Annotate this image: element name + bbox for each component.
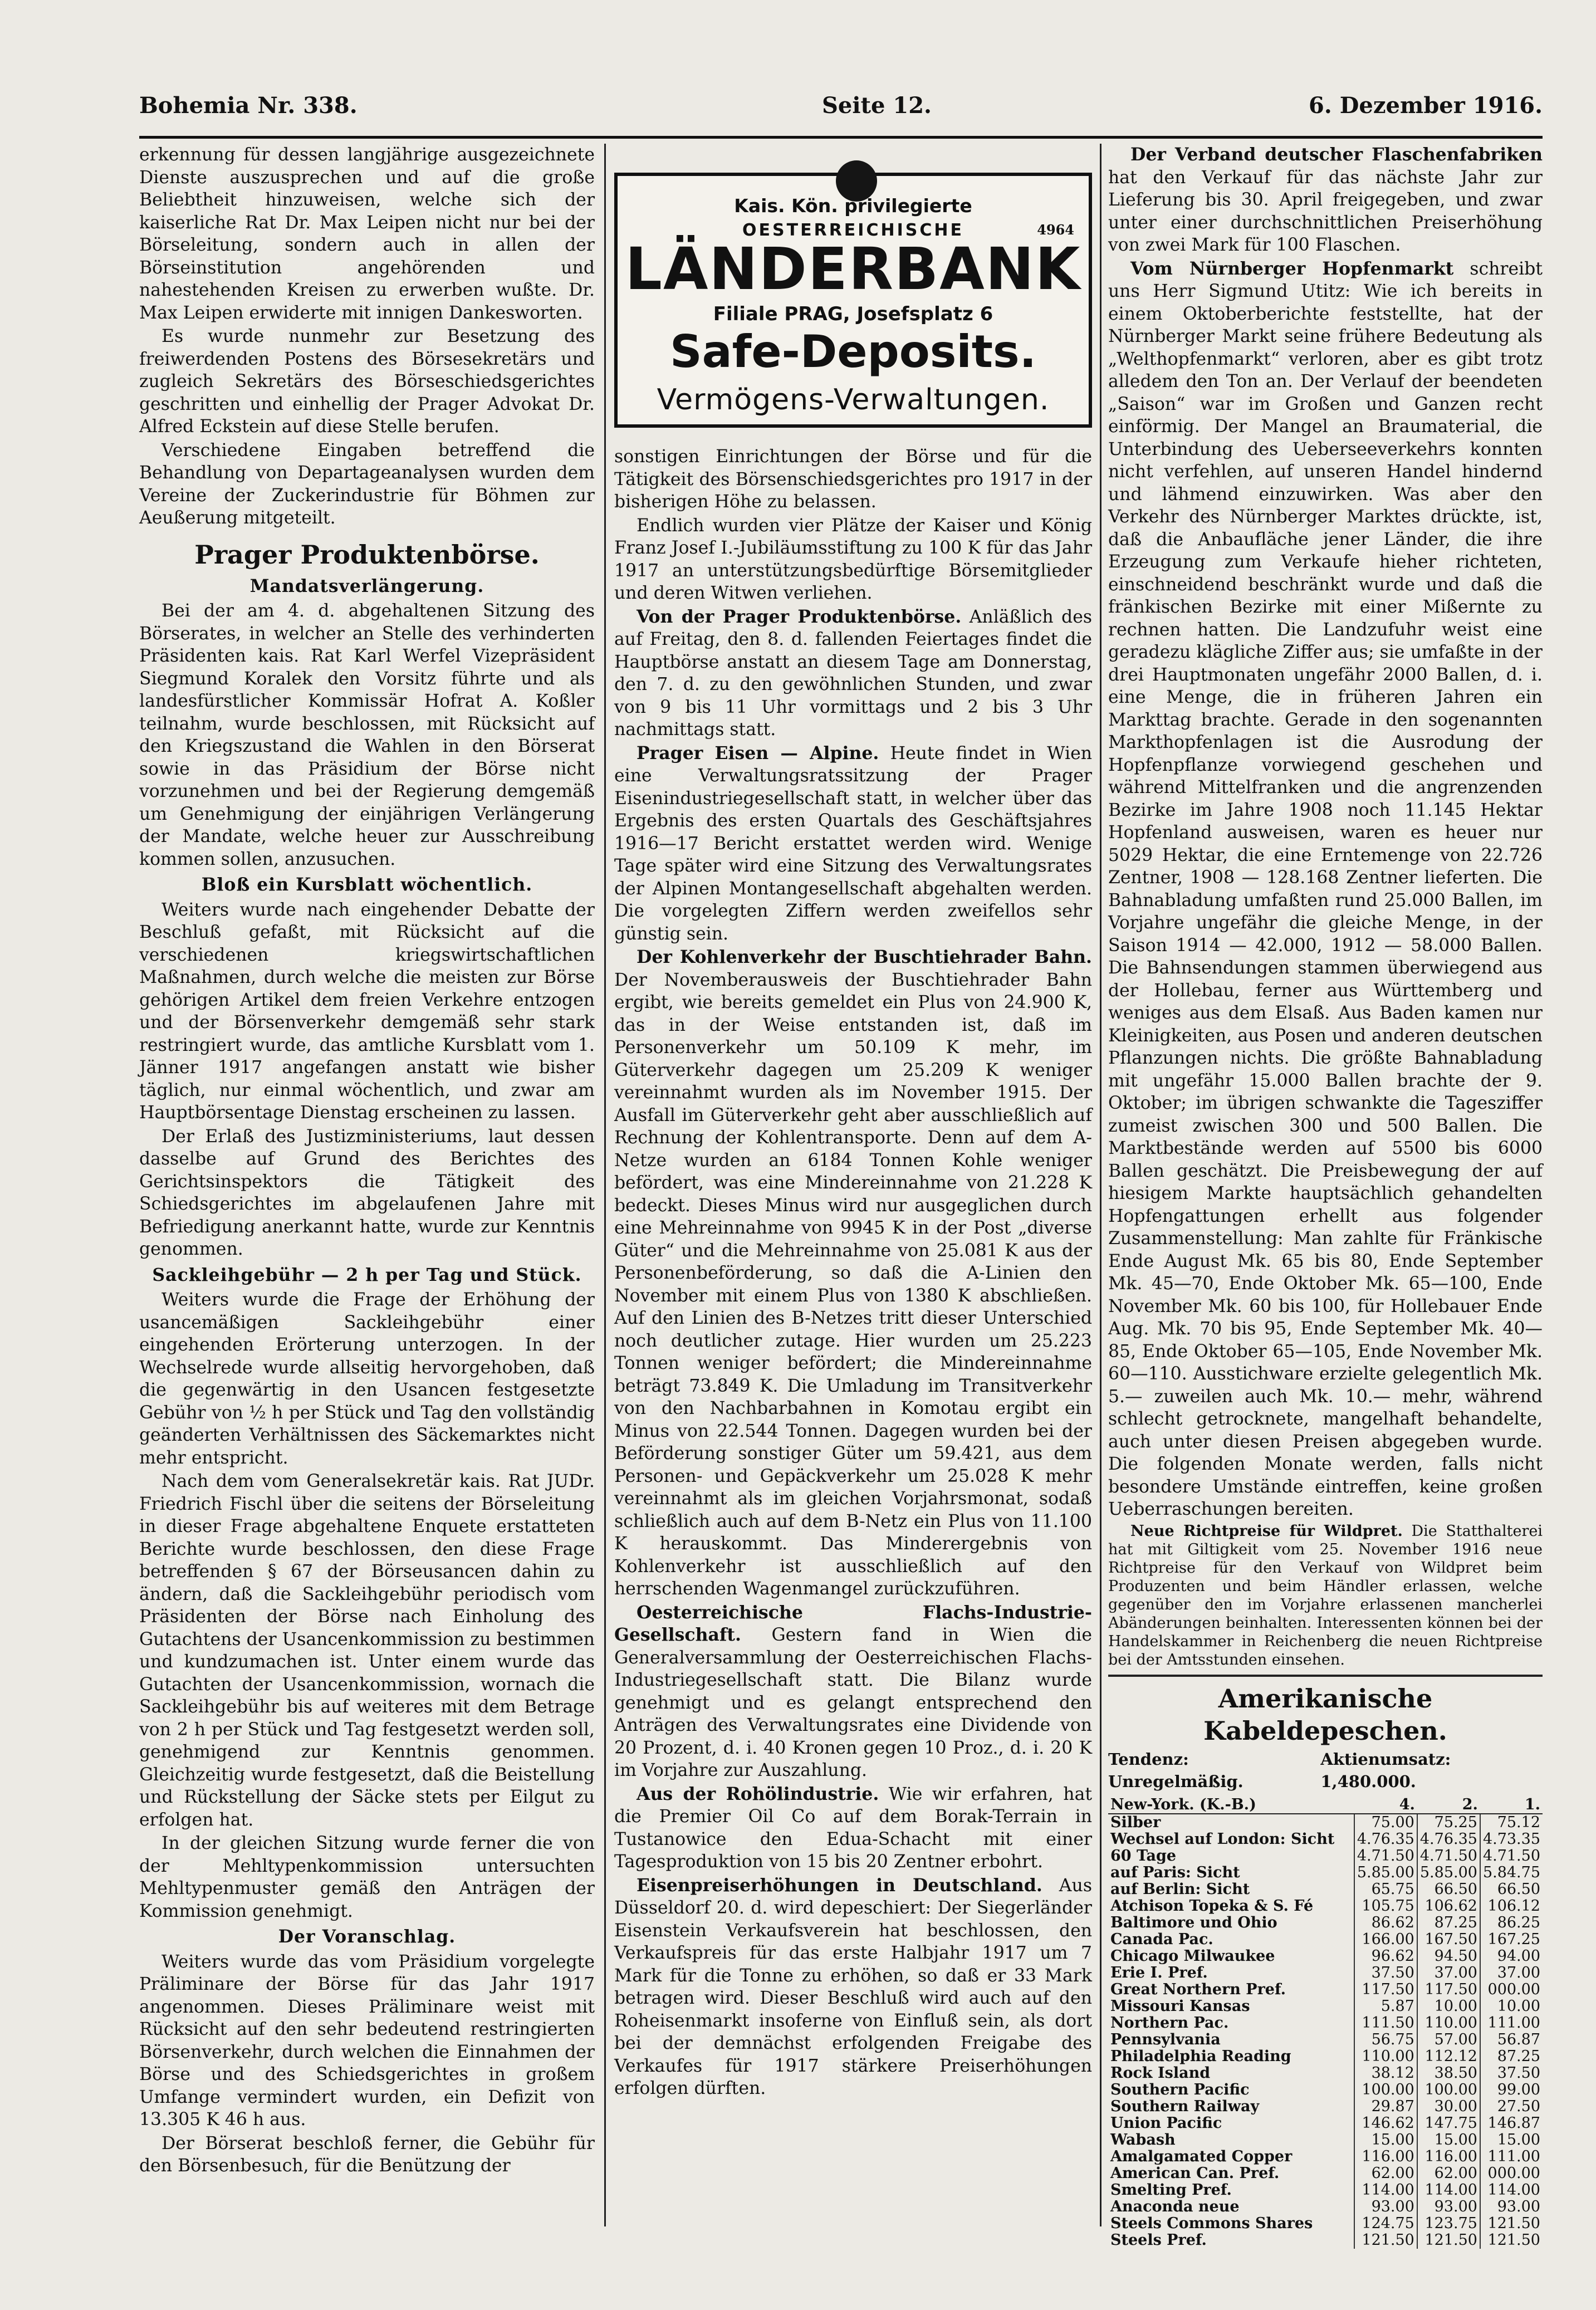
- quote-value: 110.00: [1417, 2015, 1480, 2032]
- quote-value: 111.50: [1354, 2015, 1417, 2032]
- quote-value: 146.62: [1354, 2115, 1417, 2132]
- quote-value: 111.00: [1480, 2015, 1543, 2032]
- quote-value: 15.00: [1417, 2132, 1480, 2149]
- ad-bank-name: LÄNDERBANK: [625, 235, 1081, 303]
- col3-paragraph: schreibt uns Herr Sigmund Utitz: Wie ich bereits in einem Oktoberberichte feststellte, hat der Nürnberger Markt seine frühere Bedeutung als „Welthopfenmarkt“ verloren, aber es gibt trotz alledem den Ton an. Der Verlauf der beendeten „Saison“ war im Großen und Ganzen recht einförmig. Der Mangel an Braumaterial, die Unterbindung des Ueberseeverkehrs konnten nicht verfehlen, auf unseren Handel hindernd und lähmend einzuwirken. Was aber den Verkehr des Nürnberger Marktes drückte, ist, daß die Anbaufläche jener Länder, die ihre Erzeugung zum Verkaufe hieher richteten, einschneidend beschränkt wurde und daß die fränkischen Bezirke mit einer Mißernte zu rechnen hatten. Die Landzufuhr weist eine geradezu klägliche Ziffer aus; sie umfaßte in der drei Hauptmonaten ungefähr 2000 Ballen, d. i. eine Menge, die in früheren Jahren ein Markttag brachte. Gerade in den sogenannten Markthopfenlagen ist die Ausrodung der Hopfenpflanze vorwiegend geschehen und während Mittelfranken und die angrenzenden Bezirke im Jahre 1908 noch 11.145 Hektar Hopfenland ausweisen, waren es heuer nur 5029 Hektar, die eine Erntemenge von 22.726 Zentner, 1908 — 128.168 Zentner lieferten. Die Bahnabladung umfaßten rund 25.000 Ballen, im Vorjahre ungefähr die gleiche Menge, in der Saison 1914 — 42.000, 1912 — 58.000 Ballen. Die Bahnsendungen stammen überwiegend aus der Hollebau, ferner aus Württemberg und weniges aus dem Elsaß. Aus Baden kamen nur Kleinigkeiten, aus Posen und anderen deutschen Pflanzungen nichts. Die größte Bahnabladung mit ungefähr 15.000 Ballen brachte der 9. Oktober; im übrigen schwankte die Tagesziffer zumeist zwischen 300 und 500 Ballen. Die Marktbestände werden auf 5500 bis 6000 Ballen geschätzt. Die Preisbewegung der auf hiesigem Markte hauptsächlich gehandelten Hopfengattungen erhellt aus folgender Zusammenstellung: Man zahlte für Fränkische Ende August Mk. 65 bis 80, Ende September Mk. 45—70, Ende Oktober Mk. 65—100, Ende November Mk. 60 bis 100, für Hollebauer Ende Aug. Mk. 70 bis 95, Ende September Mk. 40—85, Ende Oktober 65—105, Ende November Mk. 60—110. Ausstichware erzielte gelegentlich Mk. 5.— zuweilen auch Mk. 10.— mehr, während schlecht getrocknete, mangelhaft behandelte, auch unter diesen Preisen abgegeben wurde. Die folgenden Monate werden, falls nicht besondere Umstände eintreffen, keine großen Ueberraschungen bereiten.: [1108, 258, 1543, 1519]
- quote-value: 5.85.00: [1354, 1864, 1417, 1881]
- quote-value: 37.50: [1480, 2065, 1543, 2082]
- quote-value: 4.71.50: [1417, 1848, 1480, 1864]
- col3-paragraph: hat den Verkauf für das nächste Jahr zur Lieferung bis 30. April freigegeben, und zwar unter einer durchschnittlichen Preiserhöhung von zwei Mark für 100 Flaschen.: [1108, 167, 1543, 255]
- quote-value: 121.50: [1417, 2232, 1480, 2249]
- market-tendency-line: [1108, 1748, 1543, 1793]
- column-1: [139, 144, 595, 2226]
- share-turnover-label: Aktienumsatz: 1,480.000.: [1320, 1749, 1451, 1791]
- quote-value: 87.25: [1417, 1915, 1480, 1931]
- subheading-mandatsverlaengerung: Mandatsverlängerung.: [249, 575, 484, 596]
- table-header-cell: New-York. (K.-B.): [1108, 1797, 1354, 1814]
- tendency-label: Tendenz: Unregelmäßig.: [1108, 1749, 1243, 1791]
- table-row: [1108, 2032, 1543, 2048]
- security-name: Southern Pacific: [1110, 2081, 1250, 2098]
- security-name: Atchison Topeka & S. Fé: [1110, 1897, 1314, 1915]
- table-row: [1108, 1848, 1543, 1864]
- quote-value: 96.62: [1354, 1948, 1417, 1965]
- quote-value: 105.75: [1354, 1898, 1417, 1915]
- ad-privilege-line: Kais. Kön. privilegierte: [734, 195, 972, 217]
- quote-value: 100.00: [1354, 2082, 1417, 2098]
- quote-value: 4.73.35: [1480, 1831, 1543, 1848]
- quote-value: 75.00: [1354, 1814, 1417, 1831]
- table-row: [1108, 1831, 1543, 1848]
- section-rule: [1108, 1675, 1543, 1677]
- quote-value: 146.87: [1480, 2115, 1543, 2132]
- stock-quotes-table: [1108, 1797, 1543, 2249]
- security-name: Missouri Kansas: [1110, 1997, 1250, 2015]
- table-row: [1108, 1915, 1543, 1931]
- table-row: [1108, 2082, 1543, 2098]
- col2-paragraph: Heute findet in Wien eine Verwaltungsratssitzung der Prager Eisenindustriegesellschaft statt, in welcher über das Ergebnis des ersten Quartals des Geschäftsjahres 1916—17 Bericht erstattet werden wird. Wenige Tage später wird eine Sitzung des Verwaltungsrates der Alpinen Montangesellschaft abgehalten werden. Die vorgelegten Ziffern werden zweifellos sehr günstig sein.: [614, 743, 1092, 944]
- col2-paragraph: Anläßlich des auf Freitag, den 8. d. fallenden Feiertages findet die Hauptbörse anstatt an diesem Tage am Donnerstag, den 7. d. zu den gewöhnlichen Stunden, und zwar von 9 bis 11 Uhr vormittags und 2 bis 3 Uhr nachmittags statt.: [614, 606, 1093, 740]
- table-row: [1108, 1981, 1543, 1998]
- table-row: [1108, 1864, 1543, 1881]
- quote-value: 4.76.35: [1354, 1831, 1417, 1848]
- quote-value: 4.76.35: [1417, 1831, 1480, 1848]
- table-row: [1108, 1931, 1543, 1948]
- security-name: American Can. Pref.: [1110, 2164, 1280, 2182]
- quote-value: 93.00: [1417, 2199, 1480, 2215]
- runin-heading: Aus der Rohölindustrie.: [637, 1783, 879, 1804]
- security-name: Pennsylvania: [1110, 2030, 1221, 2048]
- security-name: Great Northern Pref.: [1110, 1980, 1286, 1998]
- quote-value: 167.50: [1417, 1931, 1480, 1948]
- quote-value: 116.00: [1354, 2149, 1417, 2165]
- quote-value: 10.00: [1480, 1998, 1543, 2015]
- ad-number: 4964: [1037, 222, 1074, 238]
- quote-value: 114.00: [1354, 2182, 1417, 2199]
- security-name: Erie I. Pref.: [1110, 1964, 1208, 1981]
- table-header-row: [1108, 1797, 1543, 1814]
- quote-value: 99.00: [1480, 2082, 1543, 2098]
- quote-value: 57.00: [1417, 2032, 1480, 2048]
- table-row: [1108, 2165, 1543, 2182]
- quote-value: 117.50: [1354, 1981, 1417, 1998]
- col1-paragraph: Der Erlaß des Justizministeriums, laut dessen dasselbe auf Grund des Berichtes des Gerichtsinspektors die Tätigkeit des Schiedsgerichtes im abgelaufenen Jahre mit Befriedigung anerkannt hatte, wurde zur Kenntnis genommen.: [139, 1126, 595, 1259]
- ad-branch-address: Filiale PRAG, Josefsplatz 6: [713, 303, 993, 325]
- table-row: [1108, 2232, 1543, 2249]
- quote-value: 37.00: [1417, 1965, 1480, 1981]
- header-rule: [139, 136, 1543, 139]
- quote-value: 5.84.75: [1480, 1864, 1543, 1881]
- quote-value: 62.00: [1417, 2165, 1480, 2182]
- table-row: [1108, 1948, 1543, 1965]
- quote-value: 38.12: [1354, 2065, 1417, 2082]
- quote-value: 62.00: [1354, 2165, 1417, 2182]
- col1-paragraph: Bei der am 4. d. abgehaltenen Sitzung des Börserates, in welcher an Stelle des verhinderten Präsidenten kais. Rat Karl Werfel Vizepräsident Siegmund Koralek den Vorsitz führte und als landesfürstlicher Kommissär Hofrat A. Koßler teilnahm, wurde beschlossen, mit Rücksicht auf den Kriegszustand die Wahlen in den Börserat sowie in das Präsidium der Börse nicht vorzunehmen und bei der Regierung demgemäß um Genehmigung der einjährigen Verlängerung der Mandate, welche heuer zur Ausschreibung kommen sollen, anzusuchen.: [139, 601, 595, 869]
- quote-value: 110.00: [1354, 2048, 1417, 2065]
- quote-value: 106.62: [1417, 1898, 1480, 1915]
- security-name: Baltimore und Ohio: [1110, 1913, 1277, 1931]
- subheading-sackleihgebuehr: Sackleihgebühr — 2 h per Tag und Stück.: [152, 1264, 582, 1285]
- column-3: [1108, 144, 1543, 2249]
- ad-country-line: OESTERREICHISCHE: [742, 221, 964, 240]
- kabeldepeschen-heading: Amerikanische Kabeldepeschen.: [1203, 1683, 1447, 1746]
- table-header-cell: 4.: [1354, 1797, 1417, 1814]
- col2-paragraph: Wie wir erfahren, hat die Premier Oil Co auf dem Borak-Terrain in Tustanowice den Edua-Schacht mit einer Tagesproduktion von 15 bis 20 Zentner erbohrt.: [614, 1784, 1093, 1872]
- laenderbank-advertisement: [614, 173, 1092, 428]
- runin-heading: Oesterreichische Flachs-Industrie-Gesellschaft.: [614, 1602, 1092, 1645]
- security-name: auf Paris: Sicht: [1110, 1863, 1240, 1881]
- quote-value: 111.00: [1480, 2149, 1543, 2165]
- quote-value: 56.87: [1480, 2032, 1543, 2048]
- table-row: [1108, 2048, 1543, 2065]
- col2-paragraph: Der Novemberausweis der Buschtiehrader Bahn ergibt, wie bereits gemeldet ein Plus von 24.900 K, das in der Weise entstanden ist, daß im Personenverkehr um 50.109 K mehr, im Güterverkehr dagegen um 25.209 K weniger vereinnahmt wurden als im November 1915. Der Ausfall im Güterverkehr geht aber ausschließlich auf Rechnung der Kohlentransporte. Denn auf dem A-Netze wurden an 6184 Tonnen Kohle weniger befördert, was eine Mindereinnahme von 21.228 K bedeckt. Dieses Minus wird nur ausgeglichen durch eine Mehreinnahme von 9945 K in der Post „diverse Güter“ und die Mehreinnahme von 25.081 K aus der Personenbeförderung, so daß die A-Linien den November mit einem Plus von 1380 K abschließen. Auf den Linien des B-Netzes tritt dieser Unterschied noch deutlicher zutage. Hier wurden um 25.223 Tonnen weniger befördert; die Mindereinnahme beträgt 73.849 K. Die Umladung im Transitverkehr von den Nachbarbahnen in Komotau ergibt ein Minus von 22.544 Tonnen. Dagegen wurden bei der Beförderung sonstiger Güter um 59.421, aus dem Personen- und Gepäckverkehr um 25.028 K mehr vereinnahmt als im gleichen Vorjahrsmonat, sodaß schließlich auch auf dem B-Netz ein Plus von 11.100 K herauskommt. Das Minderergebnis von Kohlenverkehr ist ausschließlich auf den herrschenden Wagenmangel zurückzuführen.: [614, 970, 1092, 1599]
- col1-paragraph: Der Börserat beschloß ferner, die Gebühr für den Börsenbesuch, für die Benützung der: [139, 2133, 595, 2176]
- quote-value: 123.75: [1417, 2215, 1480, 2232]
- col2-paragraph: Endlich wurden vier Plätze der Kaiser und König Franz Josef I.-Jubiläumsstiftung zu 100 K für das Jahr 1917 an unterstützungsbedürftige Börsemitglieder und deren Witwen verliehen.: [614, 515, 1092, 603]
- security-name: Wabash: [1110, 2131, 1176, 2149]
- quote-value: 121.50: [1480, 2232, 1543, 2249]
- col2-paragraph: sonstigen Einrichtungen der Börse und für die Tätigkeit des Börsenschiedsgerichtes pro 1917 in der bisherigen Höhe zu belassen.: [614, 447, 1092, 512]
- quote-value: 112.12: [1417, 2048, 1480, 2065]
- quote-value: 37.00: [1480, 1965, 1543, 1981]
- table-row: [1108, 1998, 1543, 2015]
- quote-value: 121.50: [1480, 2215, 1543, 2232]
- runin-heading: Vom Nürnberger Hopfenmarkt: [1130, 258, 1454, 279]
- table-row: [1108, 2132, 1543, 2149]
- quote-value: 167.25: [1480, 1931, 1543, 1948]
- runin-heading: Von der Prager Produktenbörse.: [637, 606, 962, 627]
- security-name: Union Pacific: [1110, 2114, 1222, 2132]
- security-name: Chicago Milwaukee: [1110, 1947, 1275, 1965]
- quote-value: 4.71.50: [1354, 1848, 1417, 1864]
- table-row: [1108, 2015, 1543, 2032]
- quote-value: 94.50: [1417, 1948, 1480, 1965]
- col3-paragraph: Die Statthalterei hat mit Giltigkeit vom 25. November 1916 neue Richtpreise für den Verkauf von Wildpret beim Produzenten und beim Händler erlassen, welche gegenüber den im Vorjahre erlassenen mancherlei Abänderungen beinhalten. Interessenten können bei der Handelskammer in Reichenberg die neuen Richtpreise bei der Amtsstunden einsehen.: [1108, 1522, 1543, 1668]
- runin-heading: Eisenpreiserhöhungen in Deutschland.: [637, 1875, 1042, 1896]
- quote-value: 93.00: [1354, 2199, 1417, 2215]
- quote-value: 30.00: [1417, 2098, 1480, 2115]
- table-row: [1108, 2215, 1543, 2232]
- col1-paragraph: Weiters wurde die Frage der Erhöhung der usancemäßigen Sackleihgebühr einer eingehenden Erörterung unterzogen. In der Wechselrede wurde allseitig hervorgehoben, daß die gegenwärtig in den Usancen festgesetzte Gebühr von ½ h per Stück und Tag den vollständig geänderten Verhältnissen des Säckemarktes nicht mehr entspricht.: [139, 1290, 595, 1468]
- table-row: [1108, 2182, 1543, 2199]
- quote-value: 114.00: [1480, 2182, 1543, 2199]
- subheading-voranschlag: Der Voranschlag.: [278, 1926, 456, 1947]
- column-2: [614, 446, 1092, 2228]
- col2-paragraph: Aus Düsseldorf 20. d. wird depeschiert: Der Siegerländer Eisenstein Verkaufsverein hat beschlossen, den Verkaufspreis für das erste Halbjahr 1917 um 7 Mark für die Tonne zu erhöhen, so daß er 33 Mark betragen wird. Dieser Beschluß wird auch auf den Roheisenmarkt insoferne von Einfluß sein, als dort bei der demnächst erfolgenden Freigabe des Verkaufes für 1917 stärkere Preiserhöhungen erfolgen dürften.: [614, 1875, 1092, 2098]
- column-rule-2: [1100, 144, 1101, 2226]
- runin-heading: Neue Richtpreise für Wildpret.: [1130, 1522, 1403, 1540]
- security-name: Amalgamated Copper: [1110, 2147, 1293, 2165]
- quote-value: 000.00: [1480, 1981, 1543, 1998]
- quote-value: 27.50: [1480, 2098, 1543, 2115]
- ad-safe-deposits: Safe-Deposits.: [669, 326, 1037, 378]
- col1-paragraph: Weiters wurde das vom Präsidium vorgelegte Präliminare der Börse für das Jahr 1917 angenommen. Dieses Präliminare weist mit Rücksicht auf den sehr bedeutend restringierten Börsenverkehr, durch welchen die Einnahmen der Börse und des Schiedsgerichtes in großem Umfange vermindert wurden, ein Defizit von 13.305 K 46 h aus.: [139, 1951, 595, 2130]
- stock-quotes-body: [1108, 1814, 1543, 2249]
- security-name: Steels Commons Shares: [1110, 2214, 1313, 2232]
- quote-value: 116.00: [1417, 2149, 1480, 2165]
- quote-value: 66.50: [1417, 1881, 1480, 1898]
- quote-value: 000.00: [1480, 2165, 1543, 2182]
- section-heading-produktenboerse: Prager Produktenbörse.: [194, 539, 540, 570]
- table-row: [1108, 2098, 1543, 2115]
- quote-value: 15.00: [1480, 2132, 1543, 2149]
- table-row: [1108, 1965, 1543, 1981]
- quote-value: 4.71.50: [1480, 1848, 1543, 1864]
- quote-value: 65.75: [1354, 1881, 1417, 1898]
- security-name: Northern Pac.: [1110, 2014, 1229, 2032]
- security-name: Silber: [1110, 1813, 1161, 1831]
- col1-paragraph: erkennung für dessen langjährige ausgezeichnete Dienste auszusprechen und auf die große Beliebtheit hinzuweisen, welche sich der kaiserliche Rat Dr. Max Leipen nicht nur bei der Börseleitung, sondern auch in allen der Börseinstitution angehörenden und nahestehenden Kreisen zu erwerben wußte. Dr. Max Leipen erwiderte mit innigen Dankesworten.: [139, 145, 595, 323]
- quote-value: 37.50: [1354, 1965, 1417, 1981]
- table-row: [1108, 1898, 1543, 1915]
- table-row: [1108, 1881, 1543, 1898]
- security-name: Wechsel auf London: Sicht: [1110, 1830, 1335, 1848]
- security-name: Rock Island: [1110, 2064, 1211, 2082]
- header-date: 6. Dezember 1916.: [1309, 92, 1543, 119]
- ad-asset-management: Vermögens-Verwaltungen.: [657, 383, 1050, 417]
- runin-heading: Der Kohlenverkehr der Buschtiehrader Bahn.: [637, 947, 1092, 967]
- quote-value: 66.50: [1480, 1881, 1543, 1898]
- quote-value: 166.00: [1354, 1931, 1417, 1948]
- header-issue: Bohemia Nr. 338.: [139, 92, 358, 119]
- table-row: [1108, 2149, 1543, 2165]
- column-rule-1: [604, 144, 606, 2226]
- quote-value: 56.75: [1354, 2032, 1417, 2048]
- quote-value: 15.00: [1354, 2132, 1417, 2149]
- quote-value: 87.25: [1480, 2048, 1543, 2065]
- col1-paragraph: Es wurde nunmehr zur Besetzung des freiwerdenden Postens des Börsesekretärs und zugleich Sekretärs des Börseschiedsgerichtes geschritten und einhellig der Prager Advokat Dr. Alfred Eckstein auf diese Stelle berufen.: [139, 326, 595, 437]
- quote-value: 121.50: [1354, 2232, 1417, 2249]
- quote-value: 147.75: [1417, 2115, 1480, 2132]
- quote-value: 94.00: [1480, 1948, 1543, 1965]
- runin-heading: Prager Eisen — Alpine.: [637, 742, 879, 764]
- table-row: [1108, 2199, 1543, 2215]
- quote-value: 5.85.00: [1417, 1864, 1480, 1881]
- table-row: [1108, 1814, 1543, 1831]
- col1-paragraph: Verschiedene Eingaben betreffend die Behandlung von Departageanalysen wurden dem Vereine der Zuckerindustrie für Böhmen zur Aeußerung mitgeteilt.: [139, 440, 595, 528]
- table-header-cell: 2.: [1417, 1797, 1480, 1814]
- quote-value: 5.87: [1354, 1998, 1417, 2015]
- quote-value: 86.62: [1354, 1915, 1417, 1931]
- quote-value: 93.00: [1480, 2199, 1543, 2215]
- quote-value: 75.25: [1417, 1814, 1480, 1831]
- security-name: 60 Tage: [1110, 1847, 1177, 1864]
- quote-value: 86.25: [1480, 1915, 1543, 1931]
- page-header: [139, 84, 1543, 128]
- table-row: [1108, 2115, 1543, 2132]
- quote-value: 114.00: [1417, 2182, 1480, 2199]
- quote-value: 10.00: [1417, 1998, 1480, 2015]
- col1-paragraph: Nach dem vom Generalsekretär kais. Rat JUDr. Friedrich Fischl über die seitens der Börseleitung in dieser Frage abgehaltene Enquete erstatteten Berichte wurde beschlossen, den diese Frage betreffenden § 67 der Börseusancen dahin zu ändern, daß die Sackleihgebühr periodisch vom Präsidenten der Börse nach Einholung des Gutachtens der Usancenkommission zu bestimmen und kundzumachen ist. Unter einem wurde das Gutachten der Usancenkommission, wornach die Sackleihgebühr bis auf weiteres mit dem Betrage von 2 h per Stück und Tag festgesetzt werden soll, genehmigend zur Kenntnis genommen. Gleichzeitig wurde festgesetzt, daß die Beistellung und Rückstellung der Säcke stets per Eilgut zu erfolgen hat.: [139, 1471, 595, 1830]
- header-page-number: Seite 12.: [822, 92, 932, 119]
- quote-value: 124.75: [1354, 2215, 1417, 2232]
- col1-paragraph: In der gleichen Sitzung wurde ferner die von der Mehltypenkommission untersuchten Mehltypenmuster gemäß den Anträgen der Kommission genehmigt.: [139, 1833, 595, 1921]
- security-name: Southern Railway: [1110, 2097, 1260, 2115]
- quote-value: 75.12: [1480, 1814, 1543, 1831]
- security-name: Philadelphia Reading: [1110, 2047, 1291, 2065]
- security-name: Smelting Pref.: [1110, 2181, 1232, 2199]
- quote-value: 38.50: [1417, 2065, 1480, 2082]
- quote-value: 29.87: [1354, 2098, 1417, 2115]
- security-name: auf Berlin: Sicht: [1110, 1880, 1250, 1898]
- security-name: Steels Pref.: [1110, 2231, 1207, 2249]
- security-name: Anaconda neue: [1110, 2198, 1240, 2215]
- subheading-kursblatt: Bloß ein Kursblatt wöchentlich.: [201, 874, 533, 895]
- col1-paragraph: Weiters wurde nach eingehender Debatte der Beschluß gefaßt, mit Rücksicht auf die verschiedenen kriegswirtschaftlichen Maßnahmen, durch welche die meisten zur Börse gehörigen Artikel dem freien Verkehre entzogen und der Börsenverkehr demgemäß sehr stark restringiert wurde, das amtliche Kursblatt vom 1. Jänner 1917 angefangen anstatt wie bisher täglich, nur einmal wöchentlich, und zwar am Hauptbörsentage Dienstag erscheinen zu lassen.: [139, 899, 595, 1123]
- security-name: Canada Pac.: [1110, 1930, 1213, 1948]
- quote-value: 117.50: [1417, 1981, 1480, 1998]
- quote-value: 100.00: [1417, 2082, 1480, 2098]
- quote-value: 106.12: [1480, 1898, 1543, 1915]
- col2-paragraph: Gestern fand in Wien die Generalversammlung der Oesterreichischen Flachs-Industriegesellschaft statt. Die Bilanz wurde genehmigt und es gelangt entsprechend den Anträgen des Verwaltungsrates eine Dividende von 20 Prozent, d. i. 40 Kronen gegen 10 Proz., d. i. 20 K im Vorjahre zur Auszahlung.: [614, 1625, 1092, 1780]
- table-header-cell: 1.: [1480, 1797, 1543, 1814]
- runin-heading: Der Verband deutscher Flaschenfabriken: [1130, 144, 1543, 165]
- table-row: [1108, 2065, 1543, 2082]
